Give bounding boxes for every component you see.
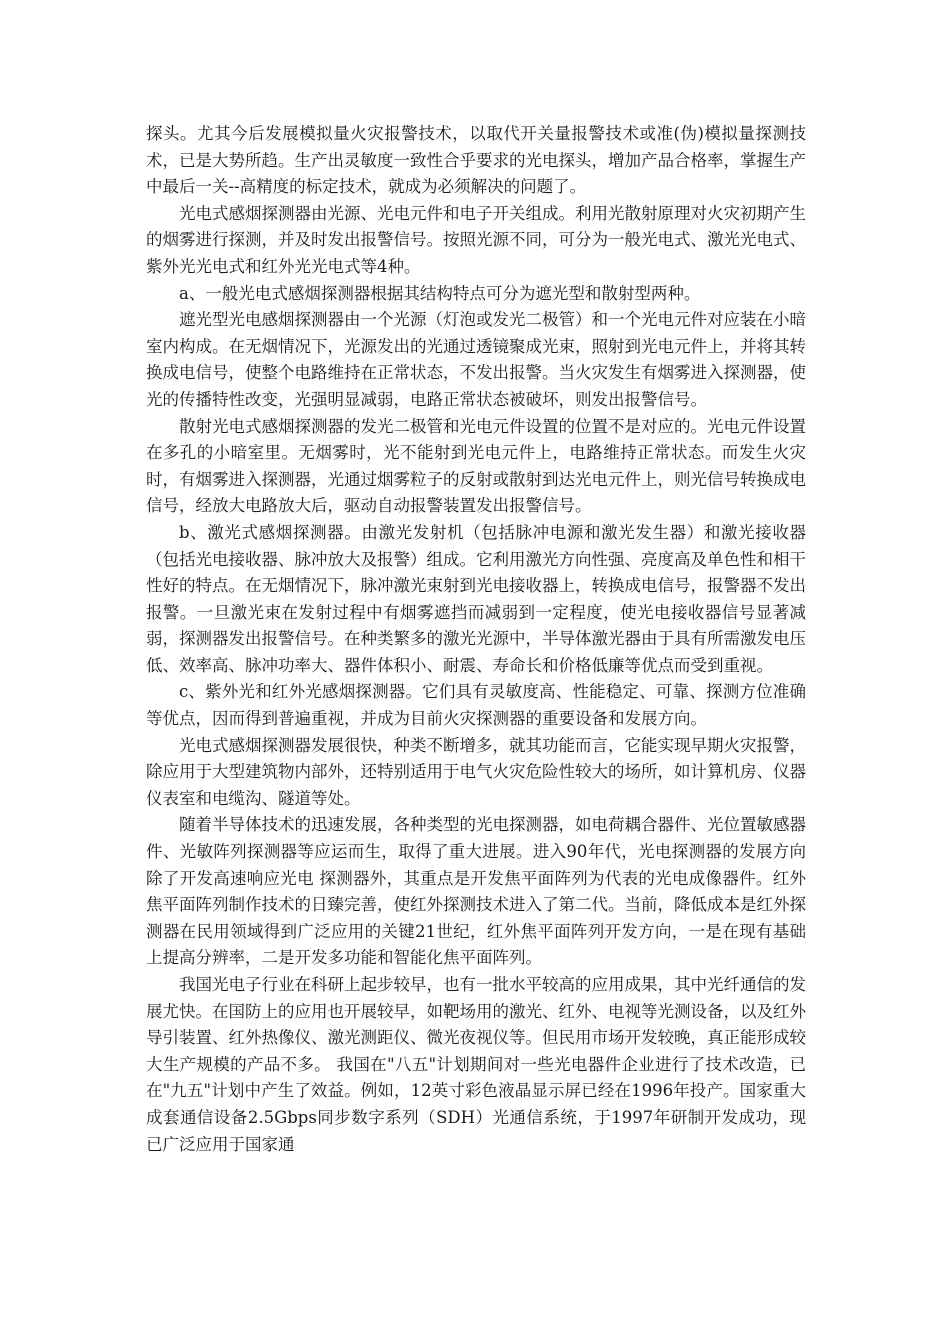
paragraph-continuation: 探头。尤其今后发展模拟量火灾报警技术，以取代开关量报警技术或准(伪)模拟量探测技术，已是大势所趋。生产出灵敏度一致性合乎要求的光电探头，增加产品合格率，掌握生产中最后一关--高精度的标定技术，就成为必须解决的问题了。 — [146, 124, 806, 197]
paragraph-type-b-laser: b、激光式感烟探测器。由激光发射机（包括脉冲电源和激光发生器）和激光接收器（包括光电接收器、脉冲放大及报警）组成。它利用激光方向性强、亮度高及单色性和相干性好的特点。在无烟情况下，脉冲激光束射到光电接收器上，转换成电信号，报警器不发出报警。一旦激光束在发射过程中有烟雾遮挡而减弱到一定程度，使光电接收器信号显著减弱，探测器发出报警信号。在种类繁多的激光光源中，半导体激光器由于具有所需激发电压低、效率高、脉冲功率大、器件体积小、耐震、寿命长和价格低廉等优点而受到重视。 — [146, 522, 806, 675]
paragraph-type-c-uv-ir: c、紫外光和红外光感烟探测器。它们具有灵敏度高、性能稳定、可靠、探测方位准确等优点，因而得到普遍重视，并成为目前火灾探测器的重要设备和发展方向。 — [146, 682, 806, 729]
paragraph-development: 光电式感烟探测器发展很快，种类不断增多，就其功能而言，它能实现早期火灾报警，除应用于大型建筑物内部外，还特别适用于电气火灾危险性较大的场所，如计算机房、仪器仪表室和电缆沟、隧道等处。 — [146, 735, 806, 808]
paragraph-scattering-type: 散射光电式感烟探测器的发光二极管和光电元件设置的位置不是对应的。光电元件设置在多孔的小暗室里。无烟雾时，光不能射到光电元件上，电路维持正常状态。而发生火灾时，有烟雾进入探测器，光通过烟雾粒子的反射或散射到达光电元件上，则光信号转换成电信号，经放大电路放大后，驱动自动报警装置发出报警信号。 — [146, 416, 806, 516]
paragraph-china-industry: 我国光电子行业在科研上起步较早，也有一批水平较高的应用成果，其中光纤通信的发展尤快。在国防上的应用也开展较早，如靶场用的激光、红外、电视等光测设备，以及红外导引装置、红外热像仪、激光测距仪、微光夜视仪等。但民用市场开发较晚，真正能形成较大生产规模的产品不多。 我国在"八五"计划期间对一些光电器件企业进行了技术改造，已在"九五"计划中产生了效益。例如，12英寸彩色液晶显示屏已经在1996年投产。国家重大成套通信设备2.5Gbps同步数字系列（SDH）光通信系统，于1997年研制开发成功，现已广泛应用于国家通 — [146, 975, 806, 1154]
paragraph-shading-type: 遮光型光电感烟探测器由一个光源（灯泡或发光二极管）和一个光电元件对应装在小暗室内构成。在无烟情况下，光源发出的光通过透镜聚成光束，照射到光电元件上，并将其转换成电信号，使整个电路维持在正常状态，不发出报警。当火灾发生有烟雾进入探测器，使光的传播特性改变，光强明显减弱，电路正常状态被破坏，则发出报警信号。 — [146, 310, 806, 409]
paragraph-photoelectric-overview: 光电式感烟探测器由光源、光电元件和电子开关组成。利用光散射原理对火灾初期产生的烟雾进行探测，并及时发出报警信号。按照光源不同，可分为一般光电式、激光光电式、紫外光光电式和红外光光电式等4种。 — [146, 203, 806, 276]
paragraph-semiconductor: 随着半导体技术的迅速发展，各种类型的光电探测器，如电荷耦合器件、光位置敏感器件、光敏阵列探测器等应运而生，取得了重大进展。进入90年代，光电探测器的发展方向除了开发高速响应光电 探测器外，其重点是开发焦平面阵列为代表的光电成像器件。红外焦平面阵列制作技术的日臻完善，使红外探测技术进入了第二代。当前，降低成本是红外探测器在民用领域得到广泛应用的关键21世纪，红外焦平面阵列开发方向，一是在现有基础上提高分辨率，二是开发多功能和智能化焦平面阵列。 — [146, 815, 806, 968]
paragraph-type-a: a、一般光电式感烟探测器根据其结构特点可分为遮光型和散射型两种。 — [179, 283, 701, 303]
document-body — [146, 121, 806, 1158]
